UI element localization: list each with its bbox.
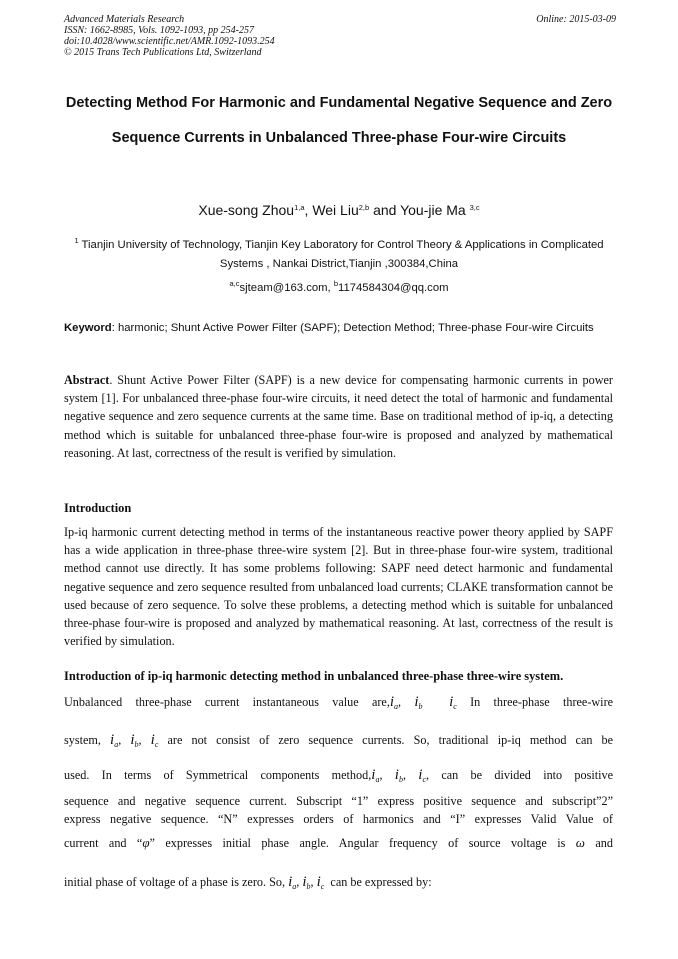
body-line: initial phase of voltage of a phase is zero. So, $i_a$, $i_b$, $i_c$ can be expressed by: [64, 874, 432, 891]
abstract [64, 371, 613, 462]
author-separator: and [369, 202, 401, 218]
current-symbol: i [414, 694, 419, 710]
author-superscript: 2,b [358, 203, 370, 212]
author-superscript: 1,a [294, 203, 305, 212]
email-superscript: a,c [229, 279, 240, 288]
affiliation-superscript: 1 [74, 236, 79, 245]
introduction-heading: Introduction [64, 501, 132, 515]
affiliation-text: Tianjin University of Technology, Tianjin Key Laboratory for Control Theory & Applications in Complicated Systems , Nankai District,Tianjin ,300384,China [81, 239, 604, 270]
keywords [64, 320, 616, 336]
keyword-text: : harmonic; Shunt Active Power Filter (SAPF); Detection Method; Three-phase Four-wire Circuits [111, 322, 594, 334]
email-address: 1174584304@qq.com [338, 282, 449, 294]
abstract-label: Abstract [64, 373, 110, 387]
omega-symbol: ω [575, 835, 585, 850]
body-line: current and “φ” expresses initial phase angle. Angular frequency of source voltage is ω and [64, 835, 613, 850]
current-symbol: i [418, 767, 423, 783]
current-symbol: i [316, 874, 321, 890]
body-line: express negative sequence. “N” expresses orders of harmonics and “I” expresses Valid Value of [64, 812, 613, 826]
current-symbol: i [288, 874, 293, 890]
current-symbol: i [371, 767, 376, 783]
email-superscript: b [333, 279, 339, 288]
current-symbol: i [130, 732, 135, 748]
journal-name: Advanced Materials Research [64, 14, 185, 25]
introduction-text: Ip-iq harmonic current detecting method in terms of the instantaneous reactive power theory applied by SAPF has a wide application in three-phase three-wire system [2]. But in three-phase four-wire system, traditional method cannot use directly. It has some problems following: SAPF need detect harmonic and fundamental negative sequence and zero sequence resulted from unbalanced load currents; CLAKE transformation cannot be used because of zero sequence. To solve these problems, a detecting method which is suitable for unbalanced three-phase four-wire is proposed and analyzed by mathematical reasoning. At last, correctness of the result is verified by simulation. [64, 525, 613, 649]
journal-header [64, 14, 275, 58]
author-list [60, 200, 618, 220]
current-symbol: i [394, 767, 399, 783]
paper-title: Detecting Method For Harmonic and Fundamental Negative Sequence and Zero Sequence Currents in Unbalanced Three-phase Four-wire Circuits [65, 95, 613, 146]
author-separator: , [304, 202, 313, 218]
abstract-text: . Shunt Active Power Filter (SAPF) is a new device for compensating harmonic currents in power system [1]. For unbalanced three-phase four-wire circuits, it need detect the total of harmonic and fundamental negative sequence and zero sequence currents at the same time. Base on traditional method of ip-iq, a detecting method which is suitable for unbalanced three-phase four-wire is proposed and analyzed by mathematical reasoning. At last, correctness of the result is verified by simulation. [64, 373, 613, 460]
author-name: Xue-song Zhou [198, 202, 295, 218]
author-emails [60, 280, 618, 296]
section-heading: Introduction of ip-iq harmonic detecting method in unbalanced three-phase three-wire system. [64, 669, 564, 683]
current-symbol: i [150, 732, 155, 748]
current-symbol: i [110, 732, 115, 748]
body-line: sequence and negative sequence current. Subscript “1” express positive sequence and subscript”2” [64, 794, 613, 808]
keyword-label: Keyword [64, 322, 112, 334]
body-line: used. In terms of Symmetrical components $method,i_a$, $i_b$, $i_c$, can be divided into positive [64, 767, 614, 784]
current-symbol: i [449, 694, 454, 710]
current-symbol: i [389, 694, 395, 710]
author-superscript: 3,c [469, 203, 480, 212]
issn-line: ISSN: 1662-8985, Vols. 1092-1093, pp 254-257 [64, 25, 254, 36]
body-line: Unbalanced three-phase current instantaneous value $are,i_a$, $i_b$ $i_c$ In three-phase three-wire [64, 694, 614, 711]
copyright-line: © 2015 Trans Tech Publications Ltd, Switzerland [64, 47, 262, 58]
affiliation [68, 236, 610, 274]
author-name: Wei Liu [312, 202, 359, 218]
doi-line: doi:10.4028/www.scientific.net/AMR.1092-1093.254 [64, 36, 275, 47]
body-line: system, $i_a$, $i_b$, $i_c$ are not consist of zero sequence currents. So, traditional ip-iq method can be [64, 732, 614, 749]
author-name: You-jie Ma [400, 202, 466, 218]
email-address: sjteam@163.com, [239, 282, 334, 294]
online-date: Online: 2015-03-09 [536, 14, 616, 25]
current-symbol: i [302, 874, 307, 890]
phi-symbol: φ [142, 835, 150, 850]
